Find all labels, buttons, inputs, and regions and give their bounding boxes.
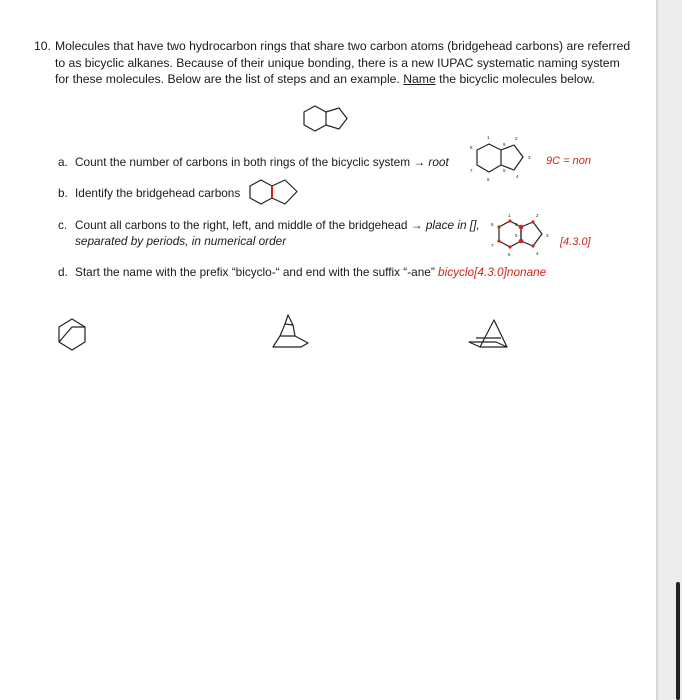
question-text: Molecules that have two hydrocarbon rings that share two carbon atoms (bridgehead carbons) are referred to as bicyclic alkanes. Because of their unique bonding, there is a new IUPAC systematic naming system for these molecules. Below are the list of steps and an example. Name the bicyclic molecules below.	[55, 39, 631, 86]
step-b: b. Identify the bridgehead carbons	[58, 186, 241, 200]
svg-text:5: 5	[503, 168, 506, 173]
svg-text:9: 9	[503, 142, 506, 147]
svg-text:8: 8	[470, 145, 473, 150]
viewer-scrollbar[interactable]	[656, 0, 682, 700]
step-d-answer: bicyclo[4.3.0]nonane	[438, 265, 547, 279]
step-d: d. Start the name with the prefix “bicyclo-“ and end with the suffix “-ane” bicyclo[4.3.0]nonane	[58, 265, 547, 279]
svg-text:9: 9	[515, 222, 518, 227]
bridgehead-molecule-b	[247, 176, 307, 208]
svg-text:4: 4	[516, 174, 519, 179]
page-edge-divider	[656, 0, 658, 700]
step-c: c. Count all carbons to the right, left, and middle of the bridgehead → place in [], separated by periods, in numerical order	[58, 218, 480, 248]
svg-text:8: 8	[491, 222, 494, 227]
step-a-answer: 9C = non	[546, 155, 591, 167]
svg-text:3: 3	[546, 233, 549, 238]
molecule-2-bicyclo	[269, 311, 315, 351]
question-number: 10.	[34, 39, 51, 53]
scrollbar-thumb[interactable]	[676, 582, 680, 700]
svg-text:4: 4	[536, 251, 539, 256]
right-arrow-icon: →	[413, 155, 426, 169]
svg-text:6: 6	[487, 177, 490, 182]
svg-text:6: 6	[508, 252, 511, 257]
svg-text:5: 5	[515, 233, 518, 238]
name-underlined: Name	[403, 72, 436, 86]
svg-text:1: 1	[487, 135, 490, 140]
svg-text:7: 7	[470, 168, 473, 173]
question-10	[34, 38, 634, 88]
right-arrow-icon: →	[410, 218, 423, 232]
svg-text:7: 7	[491, 243, 494, 248]
molecule-1-bicyclo	[55, 316, 91, 354]
numbered-molecule-a	[467, 134, 545, 186]
step-c-answer: [4.3.0]	[560, 236, 591, 248]
svg-text:3: 3	[528, 155, 531, 160]
example-bicyclic-molecule	[296, 101, 356, 137]
svg-text:1: 1	[508, 213, 511, 218]
svg-text:2: 2	[515, 136, 518, 141]
numbered-molecule-c	[490, 213, 560, 261]
molecule-3-bicyclo	[466, 316, 514, 352]
svg-text:2: 2	[536, 213, 539, 218]
step-a: a. Count the number of carbons in both rings of the bicyclic system → root	[58, 155, 449, 169]
